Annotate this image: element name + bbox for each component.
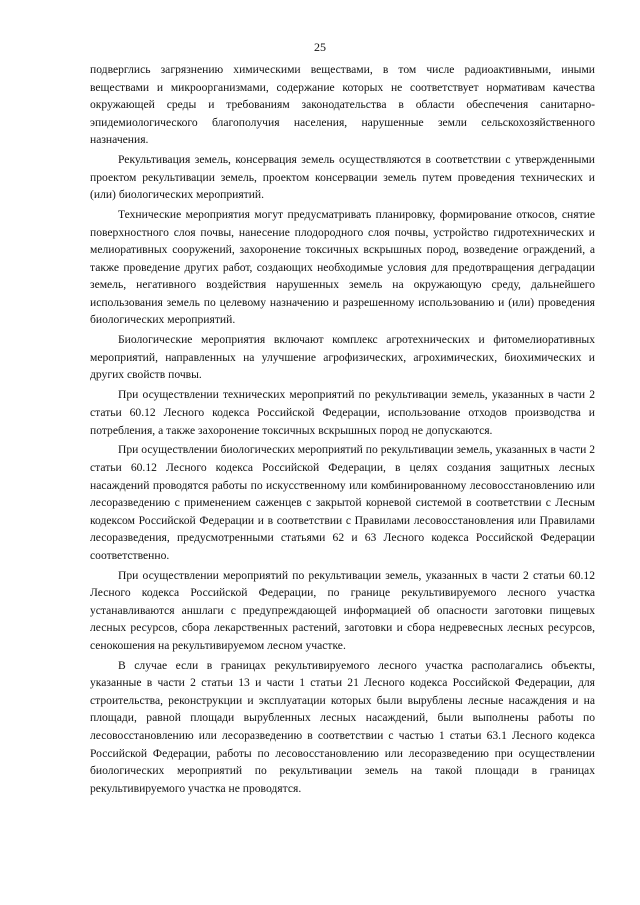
paragraph-technical-measures: Технические мероприятия могут предусматривать планировку, формирование откосов, снятие поверхностного слоя почвы, нанесение плодородного слоя почвы, устройство гидротехнических и мелиоративных сооружений, захоронение токсичных вскрышных пород, возведение ограждений, а также проведение других работ, создающих необходимые условия для предотвращения деградации земель, негативного воздействия нарушенных земель на окружающую среду, дальнейшего использования земель по целевому назначению и разрешенному использованию и (или) проведения биологических мероприятий. [90,208,595,327]
paragraph-exemption: В случае если в границах рекультивируемого лесного участка располагались объекты, указанные в части 2 статьи 13 и части 1 статьи 21 Лесного кодекса Российской Федерации, для строительства, реконструкции и эксплуатации которых были вырублены лесные насаждения и на площади, равной площади вырубленных лесных насаждений, были выполнены работы по лесовосстановлению или лесоразведению в соответствии с частью 1 статьи 63.1 Лесного кодекса Российской Федерации, работы по лесовосстановлению или лесоразведению при осуществлении биологических мероприятий по рекультивации земель на такой площади в границах рекультивируемого участка не проводятся. [90,658,595,795]
page-number: 25 [314,40,326,54]
paragraph-biological-measures: Биологические мероприятия включают комплекс агротехнических и фитомелиоративных мероприятий, направленных на улучшение агрофизических, агрохимических, биохимических и других свойств почвы. [90,333,595,382]
paragraph-warning-signs: При осуществлении мероприятий по рекультивации земель, указанных в части 2 статьи 60.12 Лесного кодекса Российской Федерации, по границе рекультивируемого лесного участка устанавливаются аншлаги с предупреждающей информацией об опасности заготовки пищевых лесных ресурсов, сбора лекарственных растений, заготовки и сбора недревесных лесных ресурсов, сенокошения на рекультивируемом лесном участке. [90,568,595,652]
paragraph-protective-plantings: При осуществлении биологических мероприятий по рекультивации земель, указанных в части 2 статьи 60.12 Лесного кодекса Российской Федерации, в целях создания защитных лесных насаждений проводятся работы по искусственному или комбинированному лесовосстановлению или лесоразведению с применением саженцев с закрытой корневой системой в соответствии с Лесным кодексом Российской Федерации и в соответствии с Правилами лесовосстановления или Правилами лесоразведения, предусмотренными статьями 62 и 63 Лесного кодекса Российской Федерации соответственно. [90,443,595,562]
paragraph-continuation: подверглись загрязнению химическими веществами, в том числе радиоактивными, иными веществами и микроорганизмами, содержание которых не соответствует нормативам качества окружающей среды и требованиям законодательства в области обеспечения санитарно-эпидемиологического благополучия населения, нарушенные земли сельскохозяйственного назначения. [90,63,595,147]
paragraph-recultivation-consent: Рекультивация земель, консервация земель осуществляются в соответствии с утвержденными проектом рекультивации земель, проектом консервации земель путем проведения технических и (или) биологических мероприятий. [90,153,595,202]
paragraph-technical-restrictions: При осуществлении технических мероприятий по рекультивации земель, указанных в части 2 статьи 60.12 Лесного кодекса Российской Федерации, использование отходов производства и потребления, а также захоронение токсичных вскрышных пород не допускаются. [90,388,595,437]
document-body [90,61,595,800]
